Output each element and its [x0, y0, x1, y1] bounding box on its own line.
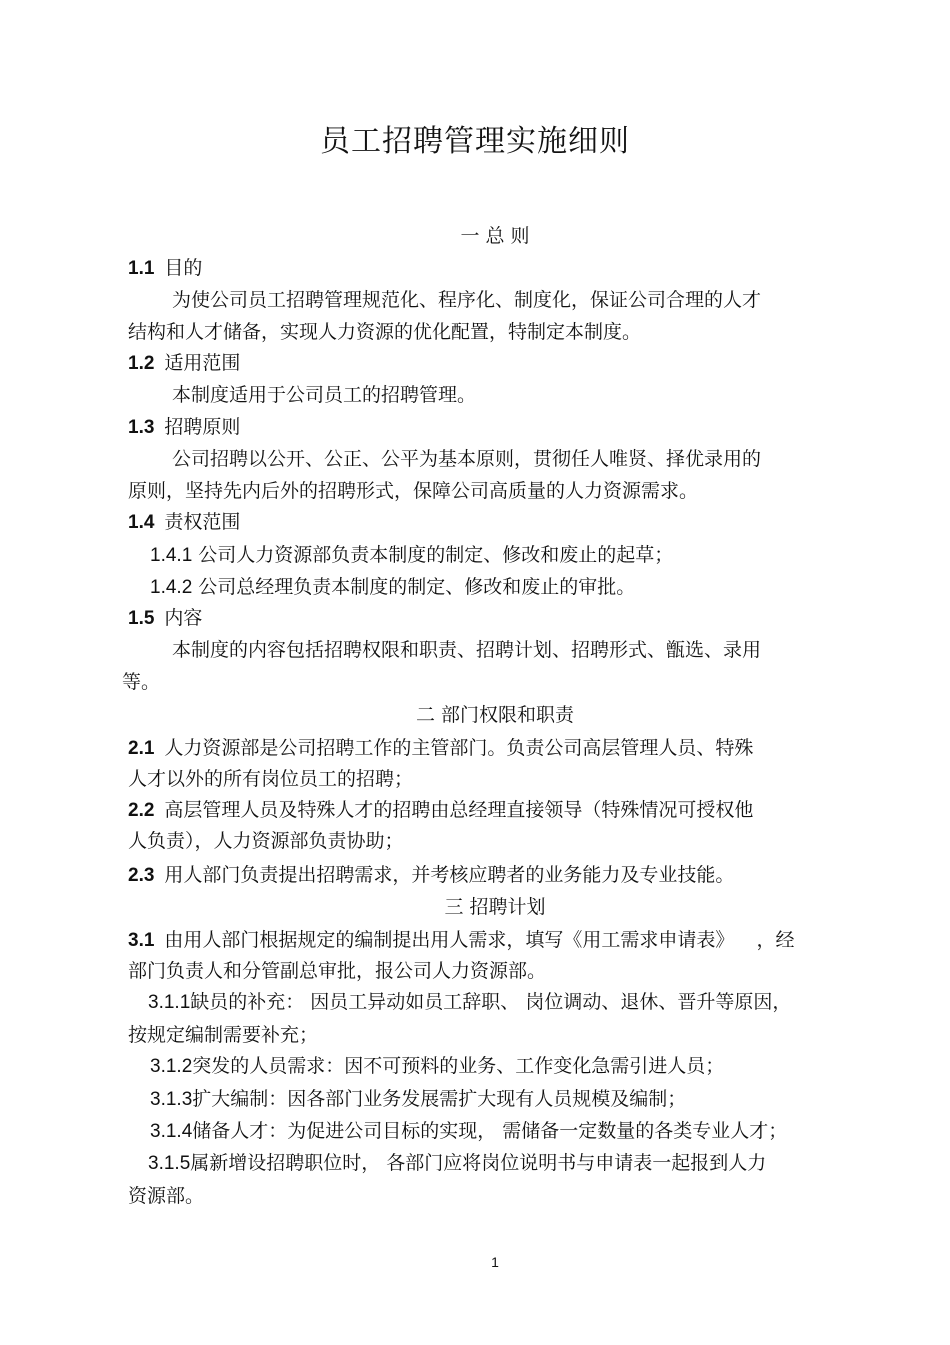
item-text: 缺员的补充： 因员工异动如员工辞职、 岗位调动、退休、晋升等原因，: [190, 991, 792, 1013]
section-label: 适用范围: [164, 352, 241, 374]
paragraph-line: 高层管理人员及特殊人才的招聘由总经理直接领导（特殊情况可授权他: [164, 799, 754, 821]
paragraph-line: 公司招聘以公开、公正、公平为基本原则，贯彻任人唯贤、择优录用的: [172, 448, 762, 470]
section-label: 内容: [164, 607, 203, 629]
section-number: 1.5: [128, 608, 155, 629]
section-3-1: [128, 925, 868, 987]
section-2-1: [128, 733, 828, 795]
section-1-3: [128, 413, 240, 442]
paragraph-line: 本制度适用于公司员工的招聘管理。: [172, 384, 477, 406]
item-text: 扩大编制：因各部门业务发展需扩大现有人员规模及编制；: [192, 1088, 687, 1110]
page-number: 1: [491, 1254, 499, 1270]
paragraph-line: 结构和人才储备，实现人力资源的优化配置，特制定本制度。: [128, 321, 642, 343]
paragraph-line: 由用人部门根据规定的编制提出用人需求，填写《用工需求申请表》: [164, 929, 735, 951]
section-number: 1.3: [128, 417, 155, 438]
section-label: 责权范围: [164, 511, 241, 533]
paragraph-1-2: [128, 379, 828, 411]
paragraph-line: 等。: [122, 671, 161, 693]
paragraph-line: 用人部门负责提出招聘需求，并考核应聘者的业务能力及专业技能。: [164, 864, 735, 886]
paragraph-line-tail: ，经: [756, 929, 795, 951]
item-number: 3.1.3: [150, 1089, 193, 1110]
section-number: 1.4: [128, 512, 155, 533]
paragraph-line: 人负责），人力资源部负责协助；: [128, 830, 404, 852]
section-1-4: [128, 508, 240, 537]
paragraph-1-1: [128, 284, 828, 348]
section-1-1: [128, 254, 202, 283]
paragraph-line: 人才以外的所有岗位员工的招聘；: [128, 768, 414, 790]
chapter-1-heading: 一 总 则: [460, 225, 530, 247]
paragraph-line: 本制度的内容包括招聘权限和职责、招聘计划、招聘形式、甑选、录用: [172, 639, 762, 661]
item-3-1-4: [150, 1117, 787, 1146]
paragraph-1-3: [128, 443, 828, 507]
section-number: 2.3: [128, 865, 155, 886]
item-number: 1.4.1: [150, 545, 193, 566]
section-number: 2.2: [128, 800, 155, 821]
paragraph-line: 原则，坚持先内后外的招聘形式，保障公司高质量的人力资源需求。: [128, 480, 699, 502]
item-number: 3.1.1: [148, 992, 191, 1013]
item-1-4-2: [150, 573, 635, 602]
section-number: 1.1: [128, 258, 155, 279]
item-3-1-1: [128, 986, 868, 1051]
section-label: 目的: [164, 257, 203, 279]
section-number: 1.2: [128, 353, 155, 374]
section-2-2: [128, 795, 828, 857]
item-3-1-5: [128, 1147, 868, 1212]
item-text: 资源部。: [128, 1185, 205, 1207]
section-2-3: [128, 859, 828, 892]
item-text: 储备人才：为促进公司目标的实现， 需储备一定数量的各类专业人才；: [192, 1120, 788, 1142]
paragraph-line: 人力资源部是公司招聘工作的主管部门。负责公司高层管理人员、特殊: [164, 737, 754, 759]
section-number: 3.1: [128, 930, 155, 951]
item-number: 3.1.4: [150, 1121, 193, 1142]
section-label: 招聘原则: [164, 416, 241, 438]
item-text: 按规定编制需要补充；: [128, 1024, 319, 1046]
item-text: 突发的人员需求：因不可预料的业务、工作变化急需引进人员；: [192, 1055, 725, 1077]
item-number: 3.1.5: [148, 1153, 191, 1174]
paragraph-1-5: [122, 634, 822, 698]
chapter-3-heading: 三 招聘计划: [444, 896, 546, 918]
section-1-2: [128, 349, 240, 378]
chapter-2-heading: 二 部门权限和职责: [415, 704, 575, 726]
item-3-1-2: [150, 1052, 724, 1081]
section-1-5: [128, 604, 202, 633]
item-3-1-3: [150, 1085, 686, 1114]
paragraph-line: 部门负责人和分管副总审批，报公司人力资源部。: [128, 960, 547, 982]
section-number: 2.1: [128, 738, 155, 759]
item-text: 公司人力资源部负责本制度的制定、修改和废止的起草；: [198, 544, 674, 566]
item-text: 属新增设招聘职位时， 各部门应将岗位说明书与申请表一起报到人力: [190, 1152, 767, 1174]
paragraph-line: 为使公司员工招聘管理规范化、程序化、制度化，保证公司合理的人才: [172, 289, 762, 311]
item-text: 公司总经理负责本制度的制定、修改和废止的审批。: [198, 576, 636, 598]
document-title: 员工招聘管理实施细则: [320, 124, 630, 159]
item-number: 1.4.2: [150, 577, 193, 598]
item-1-4-1: [150, 541, 673, 570]
item-number: 3.1.2: [150, 1056, 193, 1077]
